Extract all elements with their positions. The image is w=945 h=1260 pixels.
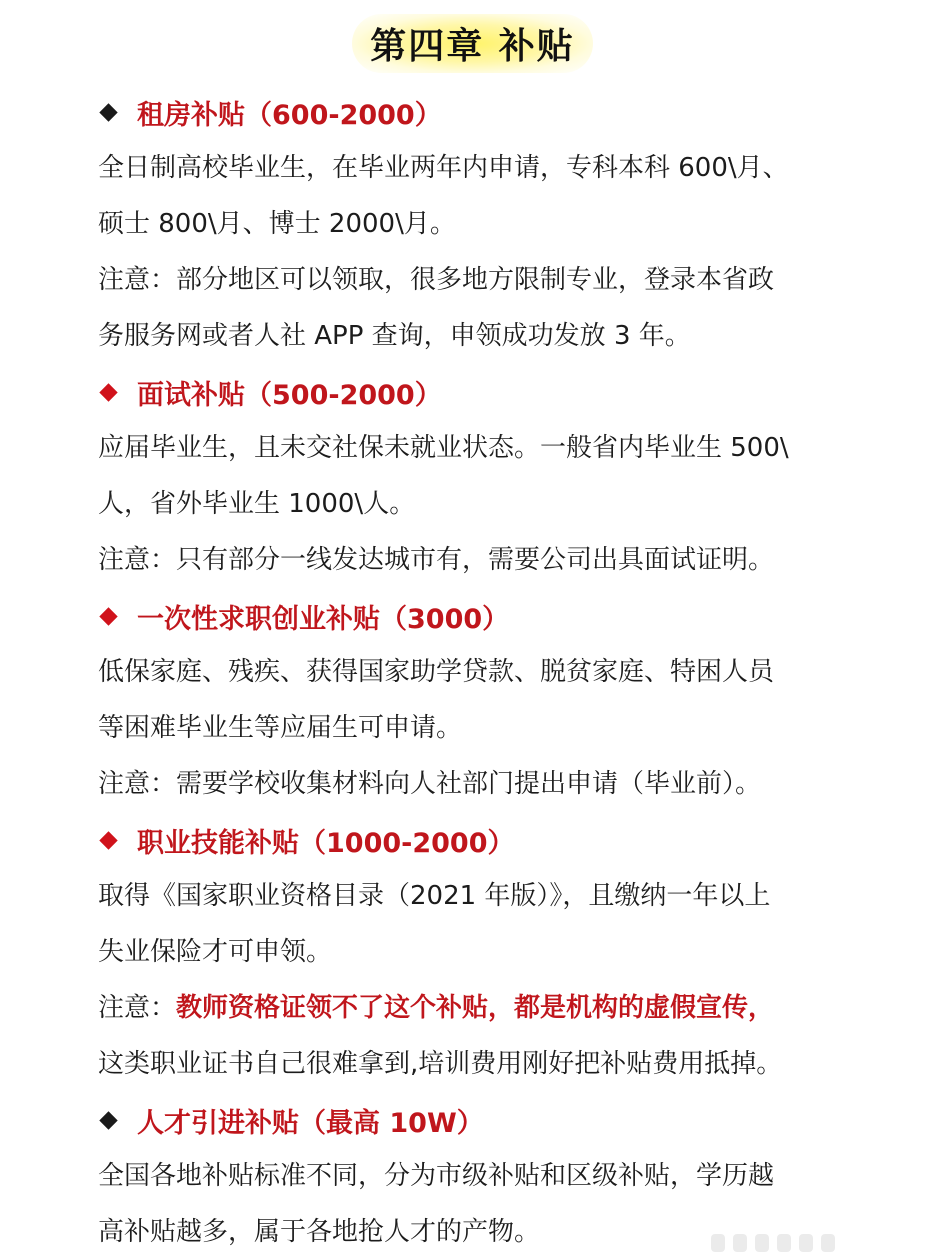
paragraph-line: 高补贴越多，属于各地抢人才的产物。 xyxy=(98,1217,541,1247)
title-wrap xyxy=(0,8,945,78)
paragraph-line: 注意：需要学校收集材料向人社部门提出申请（毕业前）。 xyxy=(98,769,762,799)
note-highlight: 教师资格证领不了这个补贴，都是机构的虚假宣传， xyxy=(176,993,775,1023)
diamond-bullet-icon xyxy=(99,1111,117,1129)
paragraph-line: 硕士 800\月、博士 2000\月。 xyxy=(98,209,456,239)
indicator-dot xyxy=(711,1234,725,1252)
indicator-dot xyxy=(733,1234,747,1252)
indicator-dot xyxy=(821,1234,835,1252)
section-rent-subsidy xyxy=(98,84,868,364)
paragraph-line: 注意：部分地区可以领取，很多地方限制专业，登录本省政 xyxy=(98,265,775,295)
heading-text: 面试补贴（500-2000） xyxy=(137,379,442,411)
note-prefix: 注意： xyxy=(98,993,177,1023)
chapter-title: 第四章 补贴 xyxy=(352,14,593,73)
section-skill-subsidy xyxy=(98,812,868,1092)
diamond-bullet-icon xyxy=(99,103,117,121)
paragraph-line: 低保家庭、残疾、获得国家助学贷款、脱贫家庭、特困人员 xyxy=(98,657,775,687)
diamond-bullet-icon xyxy=(99,607,117,625)
paragraph-line: 务服务网或者人社 APP 查询，申领成功发放 3 年。 xyxy=(98,321,691,351)
section-interview-subsidy xyxy=(98,364,868,588)
diamond-bullet-icon xyxy=(99,831,117,849)
section-heading xyxy=(98,1092,868,1148)
section-job-startup-subsidy xyxy=(98,588,868,812)
diamond-bullet-icon xyxy=(99,383,117,401)
paragraph-line: 全国各地补贴标准不同，分为市级补贴和区级补贴，学历越 xyxy=(98,1161,775,1191)
indicator-dot xyxy=(777,1234,791,1252)
paragraph-line: 取得《国家职业资格目录（2021 年版）》，且缴纳一年以上 xyxy=(98,881,771,911)
page-indicator xyxy=(711,1232,911,1254)
indicator-dot xyxy=(755,1234,769,1252)
paragraph-line: 这类职业证书自己很难拿到,培训费用刚好把补贴费用抵掉。 xyxy=(98,1049,783,1079)
section-heading xyxy=(98,588,868,644)
indicator-dot xyxy=(799,1234,813,1252)
heading-text: 人才引进补贴（最高 10W） xyxy=(137,1107,484,1139)
heading-text: 职业技能补贴（1000-2000） xyxy=(137,827,515,859)
heading-text: 租房补贴（600-2000） xyxy=(137,99,442,131)
section-heading xyxy=(98,812,868,868)
note-line xyxy=(98,980,868,1036)
section-heading xyxy=(98,84,868,140)
paragraph-line: 等困难毕业生等应届生可申请。 xyxy=(98,713,463,743)
paragraph-line: 人，省外毕业生 1000\人。 xyxy=(98,489,416,519)
paragraph-line: 失业保险才可申领。 xyxy=(98,937,333,967)
paragraph-line: 应届毕业生，且未交社保未就业状态。一般省内毕业生 500\ xyxy=(98,433,789,463)
paragraph-line: 注意：只有部分一线发达城市有，需要公司出具面试证明。 xyxy=(98,545,775,575)
section-heading xyxy=(98,364,868,420)
heading-text: 一次性求职创业补贴（3000） xyxy=(137,603,510,635)
content xyxy=(98,84,868,1260)
paragraph-line: 全日制高校毕业生，在毕业两年内申请，专科本科 600\月、 xyxy=(98,153,789,183)
